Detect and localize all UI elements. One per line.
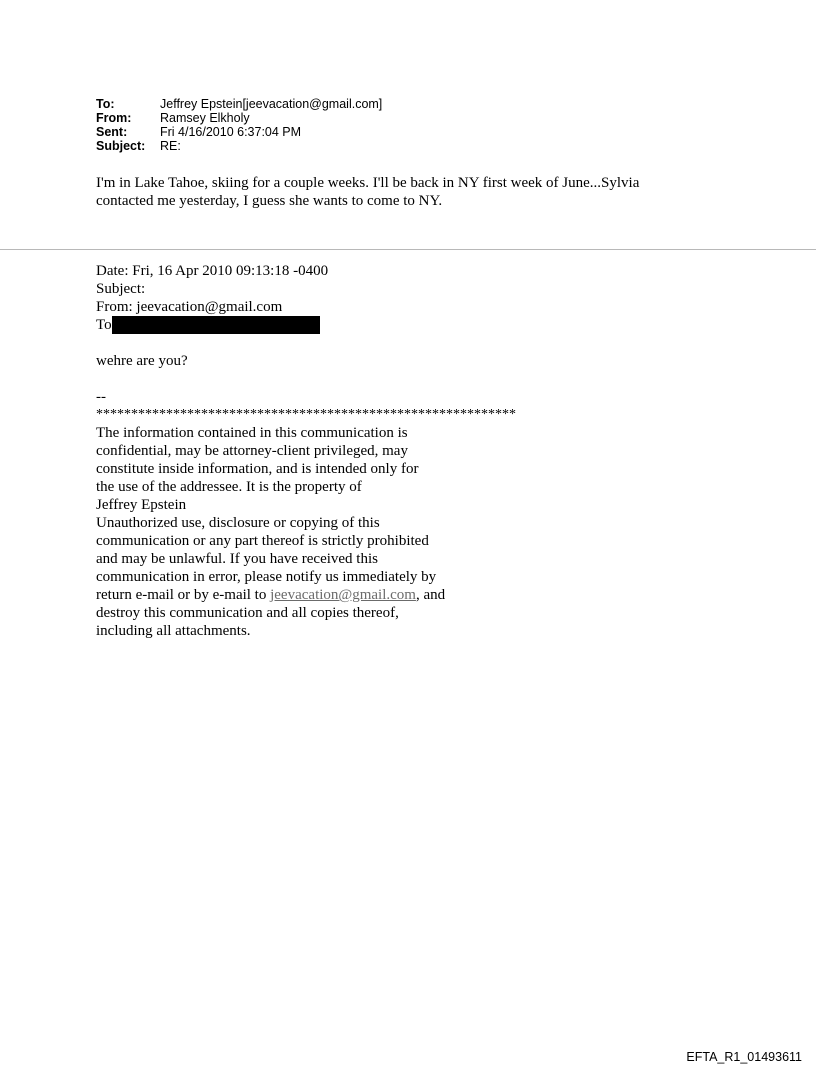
sent-label: Sent: [96, 125, 128, 139]
quoted-to-label: To [96, 317, 112, 333]
reply-line-2: contacted me yesterday, I guess she wants to come to NY. [96, 193, 443, 209]
to-label: To: [96, 97, 115, 111]
header-to-row [96, 97, 382, 111]
reply-line-1: I'm in Lake Tahoe, skiing for a couple weeks. I'll be back in NY first week of June...Sylvia [96, 175, 640, 191]
disclaimer-line: and may be unlawful. If you have received this [96, 551, 378, 567]
disclaimer-line: constitute inside information, and is intended only for [96, 461, 419, 477]
disclaimer-line-with-link [96, 586, 716, 604]
from-label: From: [96, 111, 132, 125]
disclaimer-line: Jeffrey Epstein [96, 497, 187, 513]
disclaimer-line: communication or any part thereof is strictly prohibited [96, 533, 429, 549]
disclaimer-line: confidential, may be attorney-client privileged, may [96, 443, 408, 459]
redaction-box [112, 316, 320, 334]
quoted-subject: Subject: [96, 281, 146, 297]
quoted-from: From: jeevacation@gmail.com [96, 299, 283, 315]
header-subject-row [96, 139, 382, 153]
header-from-row [96, 111, 382, 125]
quoted-to-row [96, 316, 716, 334]
spacer [96, 334, 716, 352]
reply-body [96, 174, 736, 210]
spacer [96, 370, 716, 388]
email-header [96, 97, 382, 153]
quoted-date: Date: Fri, 16 Apr 2010 09:13:18 -0400 [96, 263, 329, 279]
subject-label: Subject: [96, 139, 146, 153]
disclaimer-text: , and [415, 587, 446, 603]
quoted-body: wehre are you? [96, 353, 188, 369]
quoted-message [96, 262, 716, 640]
header-sent-row [96, 125, 382, 139]
disclaimer-line: destroy this communication and all copies thereof, [96, 605, 399, 621]
disclaimer-line: communication in error, please notify us immediately by [96, 569, 437, 585]
disclaimer-line: including all attachments. [96, 623, 251, 639]
quote-divider [0, 249, 816, 250]
email-link[interactable]: jeevacation@gmail.com [270, 587, 416, 603]
disclaimer-line: Unauthorized use, disclosure or copying of this [96, 515, 380, 531]
from-value: Ramsey Elkholy [160, 111, 250, 125]
subject-value: RE: [160, 139, 181, 153]
disclaimer-line: the use of the addressee. It is the property of [96, 479, 362, 495]
sent-value: Fri 4/16/2010 6:37:04 PM [160, 125, 302, 139]
disclaimer-line: The information contained in this communication is [96, 425, 408, 441]
signature-stars: ************************************************************ [96, 407, 516, 422]
to-value: Jeffrey Epstein[jeevacation@gmail.com] [160, 97, 383, 111]
disclaimer-text: return e-mail or by e-mail to [96, 587, 271, 603]
document-id: EFTA_R1_01493611 [686, 1050, 802, 1064]
signature-dashes: -- [96, 389, 106, 405]
